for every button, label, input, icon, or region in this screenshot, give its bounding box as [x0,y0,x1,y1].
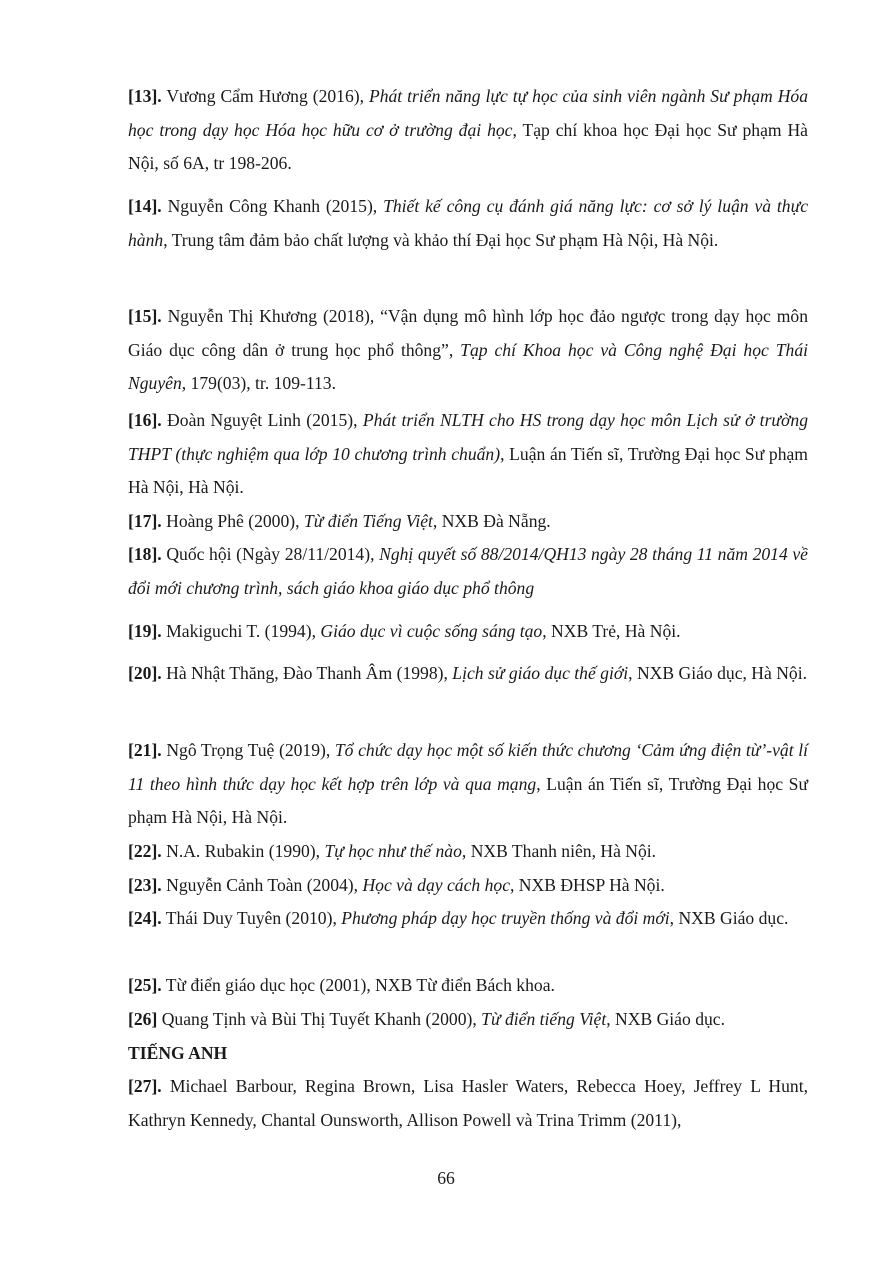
reference-17 [128,505,808,539]
reference-number: [25]. [128,975,162,995]
reference-publisher: , NXB ĐHSP Hà Nội. [510,875,665,895]
reference-authors: Ngô Trọng Tuệ (2019), [161,740,335,760]
reference-title: Học và dạy cách học [362,875,510,895]
reference-number: [17]. [128,511,162,531]
reference-authors: Quốc hội (Ngày 28/11/2014), [161,544,380,564]
reference-number: [14]. [128,196,162,216]
reference-number: [21]. [128,740,162,760]
reference-publisher: , NXB Giáo dục, Hà Nội. [628,663,807,683]
reference-title: Tổ chức dạy học một số kiến thức chương ‘Cảm ứng điện từ’-vật lí 11 theo hình thức dạy học kết hợp trên lớp và qua mạng [128,740,808,794]
reference-21 [128,734,808,835]
reference-authors: Thái Duy Tuyên (2010), [161,908,342,928]
reference-title: Giáo dục vì cuộc sống sáng tạo [320,621,543,641]
reference-16 [128,404,808,505]
reference-authors: Michael Barbour, Regina Brown, Lisa Hasler Waters, Rebecca Hoey, Jeffrey L Hunt, Kathryn Kennedy, Chantal Ounsworth, Allison Powell và Trina Trimm (2011), [128,1076,808,1130]
reference-number: [20]. [128,663,162,683]
reference-25 [128,969,808,1003]
reference-24 [128,902,808,936]
reference-publisher: , NXB Giáo dục. [606,1009,725,1029]
reference-number: [16]. [128,410,162,430]
reference-title: Tạp chí Khoa học và Công nghệ Đại học Thái Nguyên [128,339,809,393]
reference-22 [128,835,808,869]
reference-title: Thiết kế công cụ đánh giá năng lực: cơ sở lý luận và thực hành [128,196,809,250]
reference-15 [128,300,808,401]
reference-number: [13]. [128,86,162,106]
reference-title: Phương pháp dạy học truyền thống và đổi mới [341,908,670,928]
reference-title: Lịch sử giáo dục thế giới [452,663,629,683]
reference-publisher: , NXB Trẻ, Hà Nội. [542,621,681,641]
section-heading: TIẾNG ANH [128,1043,228,1063]
reference-authors: Quang Tịnh và Bùi Thị Tuyết Khanh (2000), [157,1009,482,1029]
reference-authors: Nguyễn Công Khanh (2015), [161,196,384,216]
reference-23 [128,869,808,903]
reference-publisher: , Luận án Tiến sĩ, Trường Đại học Sư phạm Hà Nội, Hà Nội. [128,443,808,497]
reference-publisher: , NXB Đà Nẵng. [432,511,551,531]
reference-authors: Makiguchi T. (1994), [161,621,321,641]
reference-number: [26] [128,1009,158,1029]
reference-publisher: , Tạp chí khoa học Đại học Sư phạm Hà Nội, số 6A, tr 198-206. [128,119,808,173]
reference-title: Từ điển Tiếng Việt [303,511,433,531]
reference-14 [128,190,808,257]
reference-27 [128,1070,808,1137]
reference-publisher: , Luận án Tiến sĩ, Trường Đại học Sư phạm Hà Nội, Hà Nội. [128,773,808,827]
reference-title: Tự học như thế nào [324,841,462,861]
reference-20 [128,657,808,691]
reference-authors: Hà Nhật Thăng, Đào Thanh Âm (1998), [161,663,453,683]
reference-publisher: , NXB Thanh niên, Hà Nội. [461,841,657,861]
reference-title: Từ điển tiếng Việt [481,1009,607,1029]
reference-publisher: , NXB Giáo dục. [669,908,789,928]
reference-number: [15]. [128,306,162,326]
reference-18 [128,538,808,605]
reference-number: [23]. [128,875,162,895]
reference-26 [128,1003,808,1037]
reference-title: Nghị quyết số 88/2014/QH13 ngày 28 tháng 11 năm 2014 về đổi mới chương trình, sách giáo khoa giáo dục phổ thông [128,544,808,598]
reference-authors: N.A. Rubakin (1990), [161,841,325,861]
reference-number: [19]. [128,621,162,641]
reference-title: Phát triển NLTH cho HS trong dạy học môn Lịch sử ở trường THPT (thực nghiệm qua lớp 10 chương trình chuẩn) [128,410,808,464]
reference-publisher: , 179(03), tr. 109-113. [181,373,337,393]
page-number: 66 [437,1168,455,1188]
reference-title: Phát triển năng lực tự học của sinh viên ngành Sư phạm Hóa học trong dạy học Hóa học hữu cơ ở trường đại học [128,86,808,140]
reference-authors: Đoàn Nguyệt Linh (2015), [161,410,363,430]
reference-19 [128,615,808,649]
reference-number: [22]. [128,841,162,861]
reference-authors: Từ điển giáo dục học (2001), NXB Từ điển Bách khoa. [161,975,555,995]
reference-number: [27]. [128,1076,162,1096]
reference-authors: Vương Cẩm Hương (2016), [161,86,369,106]
reference-number: [18]. [128,544,162,564]
reference-authors: Nguyễn Thị Khương (2018), “Vận dụng mô hình lớp học đảo ngược trong dạy học môn Giáo dục công dân ở trung học phổ thông”, [128,306,808,360]
reference-number: [24]. [128,908,162,928]
reference-authors: Nguyễn Cảnh Toàn (2004), [161,875,363,895]
reference-publisher: , Trung tâm đảm bảo chất lượng và khảo thí Đại học Sư phạm Hà Nội, Hà Nội. [163,229,719,250]
reference-authors: Hoàng Phê (2000), [161,511,304,531]
reference-13 [128,80,808,181]
